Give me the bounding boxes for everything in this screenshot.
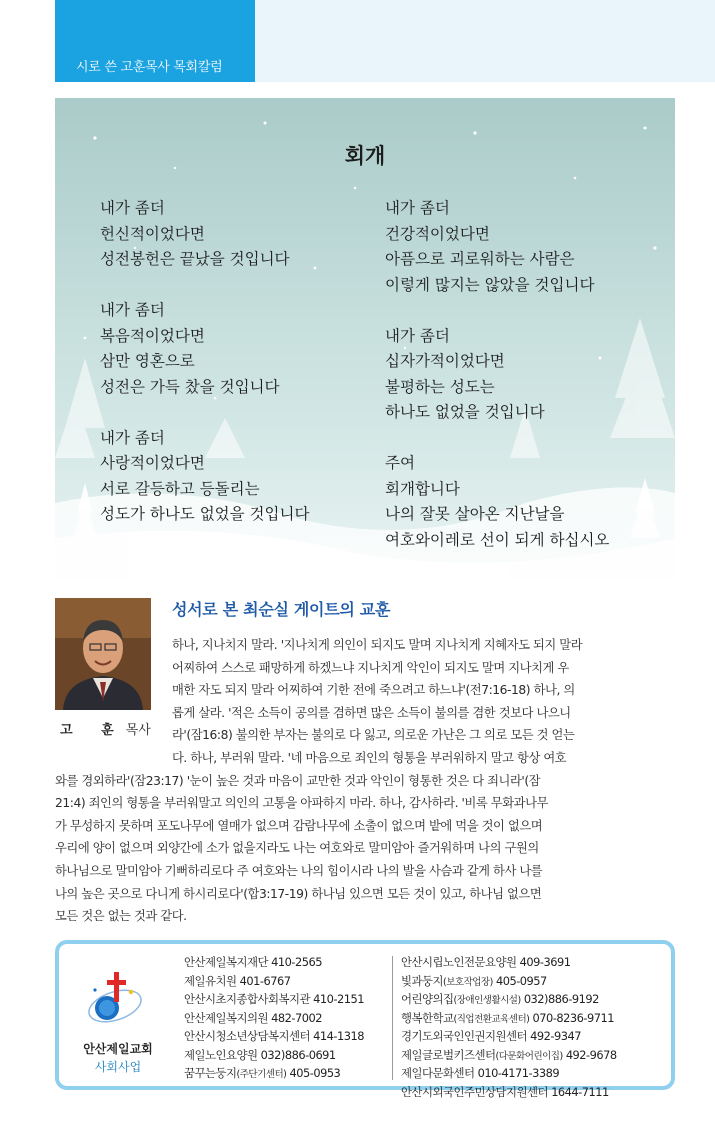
body-line: 와를 경외하라'(잠23:17) '눈이 높은 것과 마음이 교만한 것과 악인이 형통한 것은 다 죄니라'(잠 — [55, 773, 541, 788]
contact-item — [184, 1010, 364, 1029]
body-line: 나의 높은 곳으로 다니게 하시리로다'(합3:17-19) 하나님 있으면 모든 것이 있고, 하나님 없으면 — [55, 886, 542, 901]
contact-name: 안산시립노인전문요양원 — [401, 955, 517, 969]
body-line: 다. 하나, 부러워 말라. '네 마음으로 죄인의 형통을 부러워하지 말고 항상 여호 — [172, 750, 567, 765]
poem-line: 내가 좀더 — [100, 428, 165, 447]
contact-name: 안산시청소년상담복지센터 — [184, 1029, 311, 1043]
contact-note: (장애인생활시설) — [453, 995, 521, 1006]
body-line: 하나, 지나치지 말라. '지나치게 의인이 되지도 말며 지나치게 지혜자도 되지 말라 — [172, 638, 583, 652]
contact-name: 안산시외국인주민상담지원센터 — [401, 1084, 549, 1099]
contact-name: 안산제일복지재단 — [184, 955, 269, 969]
body-line: 라'(잠16:8) 불의한 부자는 불의로 다 잃고, 의로운 가난은 그 의로 모든 것 얻는 — [172, 728, 575, 743]
contact-item — [401, 1084, 617, 1103]
poem-left-column — [100, 196, 309, 553]
poem-line: 내가 좀더 — [100, 199, 165, 217]
body-line: 어찌하여 스스로 패망하게 하겠느냐 지나치게 악인이 되지도 말며 지나치게 우 — [172, 660, 569, 675]
poem-title: 회개 — [344, 144, 386, 168]
body-line: 21:4) 죄인의 형통을 부러워말고 의인의 고통을 아파하지 마라. 하나, 감사하라. '비록 무화과나무 — [55, 796, 548, 811]
poem-line: 회개합니다 — [385, 479, 460, 498]
contact-phone: 1644-7111 — [551, 1084, 609, 1099]
contact-note: (다문화어린이집) — [495, 1050, 563, 1062]
poem-line: 사랑적이었다면 — [100, 454, 205, 472]
body-line: 하나님으로 말미암아 기뻐하리로다 주 여호와는 나의 힘이시라 나의 발을 사슴과 같게 하사 나를 — [55, 863, 543, 878]
poem-stanza — [100, 196, 309, 273]
header-title: 시로 쓴 고훈목사 목회칼럼 — [76, 60, 223, 75]
contact-item — [184, 973, 364, 992]
contact-name: 제일다문화센터 — [401, 1066, 475, 1080]
author-name: 고 훈 — [60, 723, 126, 738]
contact-name: 제일노인요양원 — [184, 1047, 258, 1062]
poem-line: 성전봉헌은 끝났을 것입니다 — [100, 250, 290, 268]
contact-item — [401, 1010, 617, 1029]
contact-divider — [392, 956, 393, 1080]
poem-line: 내가 좀더 — [385, 326, 450, 345]
contact-note: (주단기센터) — [236, 1069, 287, 1080]
poem-line: 하나도 없었을 것입니다 — [385, 403, 545, 421]
church-logo-icon — [83, 968, 147, 1030]
contact-phone: 414-1318 — [313, 1029, 365, 1043]
contact-list-left — [184, 954, 364, 1084]
contact-name: 경기도외국인인권지원센터 — [401, 1029, 528, 1043]
poem-line: 십자가적이었다면 — [385, 352, 505, 370]
contact-phone: 401-6767 — [239, 973, 291, 988]
poem-line: 나의 잘못 살아온 지난날을 — [385, 505, 565, 523]
poem-line: 성전은 가득 찼을 것입니다 — [100, 377, 280, 396]
body-line: 가 무성하지 못하며 포도나무에 열매가 없으며 감람나무에 소출이 없으며 밭에 먹을 것이 없으며 — [55, 818, 543, 833]
poem-line: 주여 — [385, 454, 415, 472]
poem-right-column — [385, 196, 609, 578]
poem-line: 아픔으로 괴로워하는 사람은 — [385, 250, 575, 268]
contact-phone: 032)886-9192 — [523, 992, 599, 1006]
contact-phone: 410-2565 — [271, 955, 322, 969]
column-title: 성서로 본 최순실 게이트의 교훈 — [172, 600, 391, 619]
poem-line: 건강적이었다면 — [385, 224, 490, 243]
contact-item — [401, 1065, 617, 1084]
column-body — [55, 634, 675, 928]
contact-name: 제일유치원 — [184, 973, 237, 988]
contact-item — [184, 1065, 364, 1084]
poem-panel — [55, 98, 675, 578]
contact-name: 꿈꾸는둥지 — [184, 1066, 237, 1080]
contact-phone: 409-3691 — [519, 955, 571, 969]
contact-phone: 410-2151 — [313, 992, 365, 1006]
author-role: 목사 — [125, 723, 151, 738]
contact-name: 빛과둥지 — [401, 973, 444, 988]
poem-stanza — [100, 426, 309, 528]
contact-item — [401, 1028, 617, 1047]
poem-stanza — [385, 451, 609, 553]
contact-name: 제일글로벌키즈센터 — [401, 1047, 496, 1062]
poem-line: 서로 갈등하고 등돌리는 — [100, 479, 260, 498]
contact-phone: 032)886-0691 — [260, 1047, 336, 1062]
body-line: 매한 자도 되지 말라 어찌하여 기한 전에 죽으려고 하느냐'(전7:16-18) 하나, 의 — [172, 683, 575, 698]
contact-name: 안산제일복지의원 — [184, 1010, 269, 1025]
contact-phone: 010-4171-3389 — [477, 1066, 560, 1080]
contact-name: 어린양의집 — [401, 992, 454, 1006]
poem-line: 복음적이었다면 — [100, 326, 205, 345]
contact-phone: 482-7002 — [271, 1010, 322, 1025]
poem-line: 불평하는 성도는 — [385, 377, 495, 396]
contact-item — [184, 954, 364, 973]
poem-line: 여호와이레로 선이 되게 하십시오 — [385, 530, 610, 549]
body-line: 롭게 살라. '적은 소득이 공의를 겸하면 많은 소득이 불의를 겸한 것보다 나으니 — [172, 705, 571, 720]
poem-stanza — [385, 324, 609, 426]
contact-item — [184, 1028, 364, 1047]
logo-subtitle: 사회사업 — [94, 1060, 142, 1074]
body-line: 모든 것은 없는 것과 같다. — [55, 909, 187, 924]
contact-phone: 070-8236-9711 — [532, 1010, 614, 1025]
contact-item — [184, 1047, 364, 1066]
contact-phone: 405-0953 — [289, 1066, 341, 1080]
contact-phone: 492-9678 — [565, 1047, 617, 1062]
poem-line: 내가 좀더 — [385, 199, 450, 217]
poem-line: 헌신적이었다면 — [100, 224, 205, 243]
poem-line: 이렇게 많지는 않았을 것입니다 — [385, 275, 595, 294]
body-line: 우리에 양이 없으며 외양간에 소가 없을지라도 나는 여호와로 말미암아 즐거워하며 나의 구원의 — [55, 841, 539, 856]
contact-item — [401, 973, 617, 992]
contact-note: (직업전환교육센터) — [453, 1013, 530, 1025]
contact-name: 행복한학교 — [401, 1010, 454, 1025]
contact-item — [401, 991, 617, 1010]
contact-name: 안산시초지종합사회복지관 — [184, 992, 311, 1006]
poem-stanza — [385, 196, 609, 298]
poem-line: 내가 좀더 — [100, 301, 165, 319]
logo-name: 안산제일교회 — [83, 1042, 153, 1056]
poem-line: 삼만 영혼으로 — [100, 352, 195, 370]
contact-phone: 492-9347 — [530, 1029, 582, 1043]
contact-list-right — [401, 954, 617, 1102]
contact-directory — [55, 940, 675, 1099]
contact-item — [401, 954, 617, 973]
poem-line: 성도가 하나도 없었을 것입니다 — [100, 505, 310, 523]
contact-note: (보호작업장) — [443, 976, 493, 988]
poem-stanza — [100, 298, 309, 400]
contact-item — [184, 991, 364, 1010]
contact-phone: 405-0957 — [495, 973, 547, 988]
contact-item — [401, 1047, 617, 1066]
